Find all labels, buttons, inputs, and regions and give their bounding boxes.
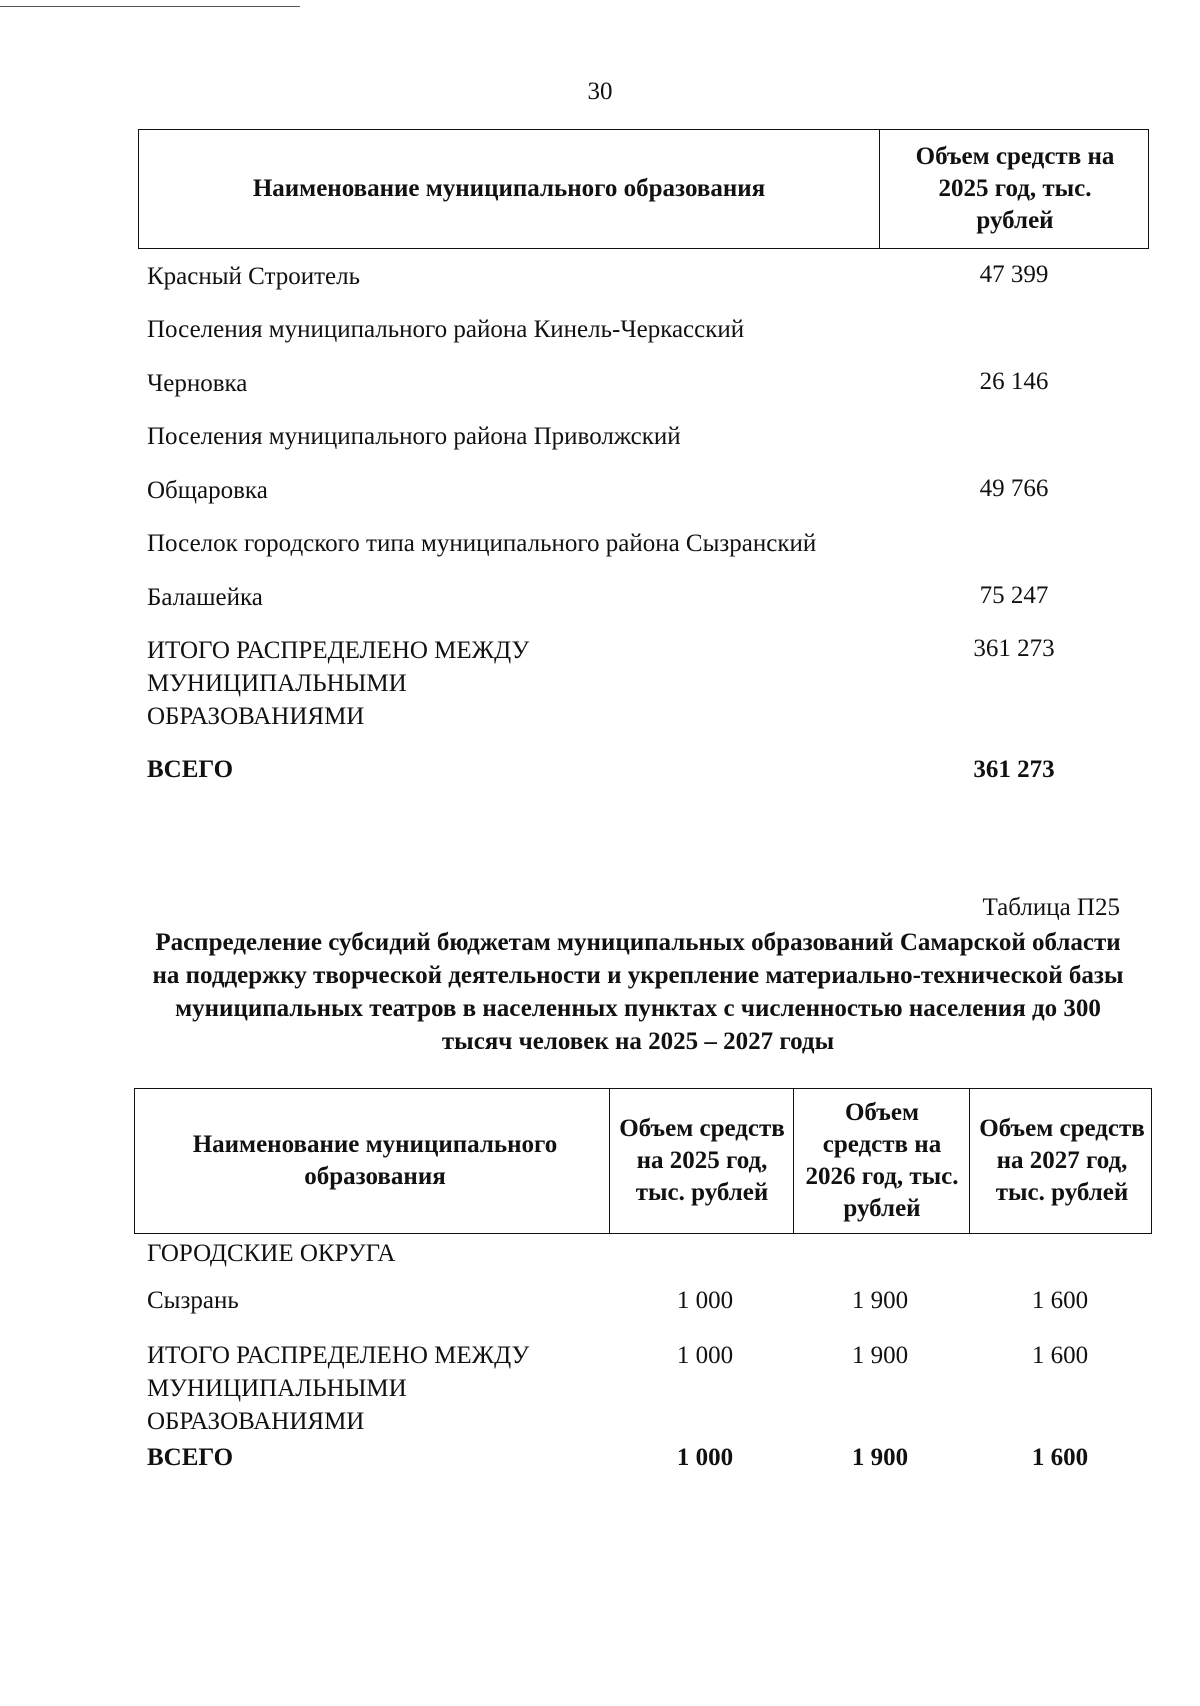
table-row-label-total: ВСЕГО	[147, 1444, 234, 1471]
table-row-value-2027: 1 600	[1031, 1287, 1089, 1314]
table-row-value: 361 273	[973, 635, 1055, 662]
table1-header-2025: Объем средств на 2025 год, тыс. рублей	[915, 143, 1115, 234]
table2-header-2027: Объем средств на 2027 год, тыс. рублей	[979, 1115, 1145, 1206]
table-row-label: Поселок городского типа муниципального района Сызранский	[147, 530, 817, 557]
table-row-value-2027: 1 600	[1031, 1342, 1089, 1369]
table-row-value: 26 146	[979, 368, 1049, 395]
table-row-label: ИТОГО РАСПРЕДЕЛЕНО МЕЖДУ МУНИЦИПАЛЬНЫМИ ОБРАЗОВАНИЯМИ	[147, 1342, 530, 1435]
scan-artifact-line	[0, 6, 300, 7]
table-row-label: Сызрань	[147, 1287, 239, 1314]
table-row-value-2025: 1 000	[676, 1287, 734, 1314]
table-row-label-total: ВСЕГО	[147, 756, 234, 783]
table-row-label: ГОРОДСКИЕ ОКРУГА	[147, 1240, 396, 1267]
table-row-value-total: 361 273	[973, 756, 1055, 783]
table2-header	[134, 1088, 1152, 1234]
table-row-value-2025: 1 000	[676, 1342, 734, 1369]
table-row-value: 49 766	[979, 475, 1049, 502]
table2-header-name: Наименование муниципального образования	[192, 1131, 558, 1190]
table2-header-2026: Объем средств на 2026 год, тыс. рублей	[805, 1099, 959, 1222]
table-row-label: Черновка	[147, 370, 248, 397]
table-row-value-2026: 1 900	[851, 1342, 909, 1369]
table-row-label: Общаровка	[147, 477, 268, 504]
table-row-label: Балашейка	[147, 584, 263, 611]
table1-header	[138, 129, 1149, 249]
table-row-value: 75 247	[979, 582, 1049, 609]
table-row-value-2027-total: 1 600	[1031, 1444, 1089, 1471]
table-row-label: Поселения муниципального района Приволжский	[147, 423, 681, 450]
table2-label: Таблица П25	[982, 894, 1120, 921]
table-row-value-2025-total: 1 000	[676, 1444, 734, 1471]
page-number: 30	[587, 78, 613, 105]
table-row-value-2026: 1 900	[851, 1287, 909, 1314]
table-row-label: Красный Строитель	[147, 263, 361, 290]
table-row-label: Поселения муниципального района Кинель-Черкасский	[147, 316, 745, 343]
table1-header-name: Наименование муниципального образования	[252, 175, 766, 202]
table-row-label: ИТОГО РАСПРЕДЕЛЕНО МЕЖДУ МУНИЦИПАЛЬНЫМИ ОБРАЗОВАНИЯМИ	[147, 637, 530, 730]
table2-title: Распределение субсидий бюджетам муниципальных образований Самарской области на поддержку творческой деятельности и укрепление материально-технической базы муниципальных театров в населенных пунктах с численностью населения до 300 тысяч человек на 2025 – 2027 годы	[152, 929, 1124, 1055]
table-row-value: 47 399	[979, 261, 1049, 288]
table-row-value-2026-total: 1 900	[851, 1444, 909, 1471]
table2-header-2025: Объем средств на 2025 год, тыс. рублей	[619, 1115, 785, 1206]
